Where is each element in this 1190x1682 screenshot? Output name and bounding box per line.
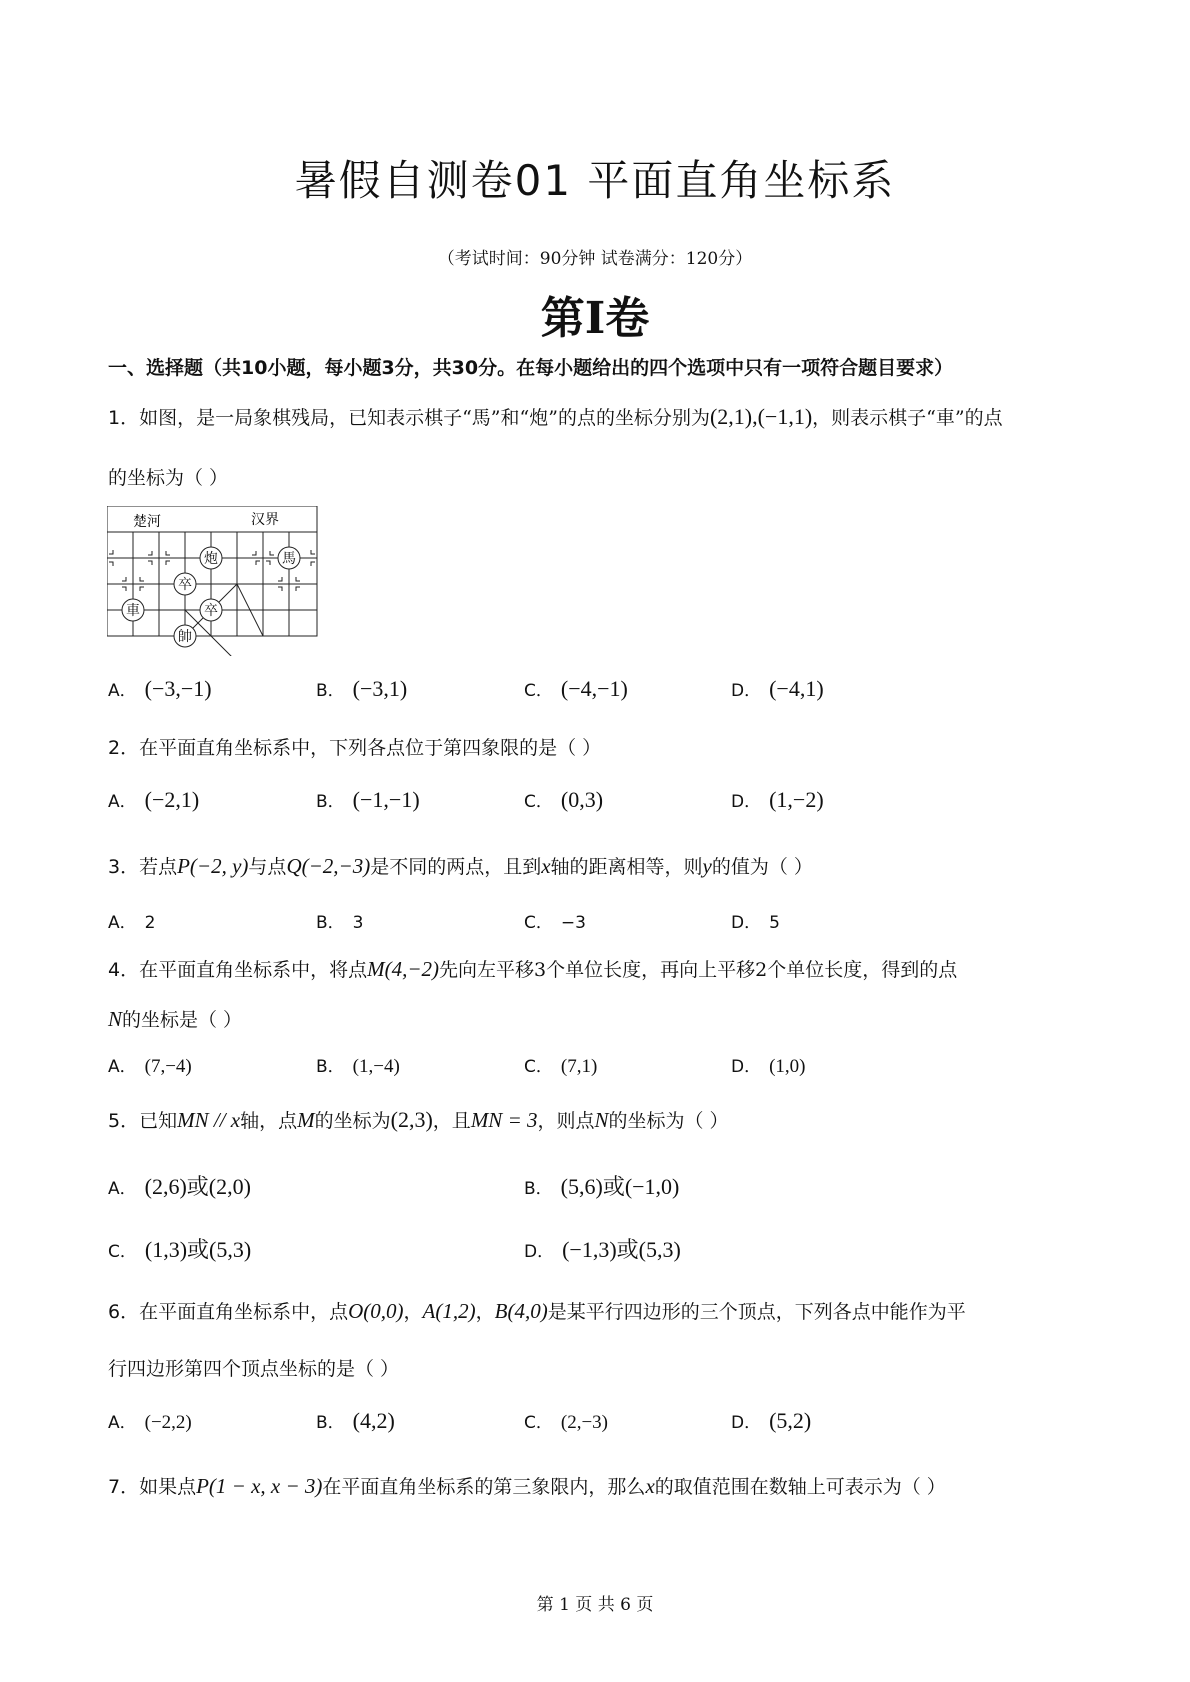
- board-label-right: 汉界: [251, 512, 279, 528]
- page-footer: 第 1 页 共 6 页: [536, 1595, 654, 1615]
- question-1-line2: 的坐标为（ ）: [108, 467, 229, 489]
- question-number: 5．: [108, 1110, 140, 1132]
- math: M: [297, 1108, 315, 1132]
- math: N: [594, 1108, 609, 1132]
- question-number: 2．: [108, 737, 140, 759]
- option-d[interactable]: D． (1,−2): [731, 787, 824, 812]
- option-d[interactable]: D． (−1,3)或(5,3): [524, 1237, 681, 1262]
- question-text: 在平面直角坐标系中，下列各点位于第四象限的是（ ）: [139, 737, 602, 759]
- question-3: [108, 852, 813, 879]
- question-number: 3．: [108, 856, 140, 878]
- option-a[interactable]: A． (7,−4): [108, 1056, 192, 1077]
- question-text: 轴的距离相等，则: [550, 856, 703, 878]
- question-text: 若点: [139, 856, 178, 878]
- question-text: ，则点: [537, 1110, 595, 1132]
- question-text: ，则表示棋子“車”的点: [812, 407, 1003, 429]
- option-b[interactable]: B． (−1,−1): [316, 787, 420, 812]
- question-number: 6．: [108, 1301, 140, 1323]
- math: x: [541, 854, 551, 878]
- question-number: 7．: [108, 1476, 140, 1498]
- option-c[interactable]: C． (−4,−1): [524, 676, 628, 701]
- board-label-left: 楚河: [133, 514, 161, 530]
- option-c[interactable]: C． (2,−3): [524, 1412, 608, 1433]
- piece-zu: 卒: [178, 577, 192, 593]
- question-text: 的值为（ ）: [711, 856, 813, 878]
- question-6-line1: [108, 1297, 966, 1324]
- question-text: 的坐标为（ ）: [608, 1110, 729, 1132]
- option-d[interactable]: D． 5: [731, 913, 780, 933]
- question-text: 轴，点: [240, 1110, 298, 1132]
- math: B(4,0): [494, 1299, 548, 1323]
- question-text: 如果点: [139, 1476, 197, 1498]
- question-text: 的坐标是（ ）: [122, 1009, 243, 1031]
- option-c[interactable]: C． (0,3): [524, 787, 604, 812]
- option-b[interactable]: B． (−3,1): [316, 676, 408, 701]
- option-a[interactable]: A． 2: [108, 913, 156, 933]
- question-number: 4．: [108, 959, 140, 981]
- volume-heading: 第I卷: [540, 293, 650, 344]
- question-text: 先向左平移3个单位长度，再向上平移2个单位长度，得到的点: [439, 959, 958, 981]
- question-text: 已知: [139, 1110, 178, 1132]
- option-c[interactable]: C． (7,1): [524, 1056, 598, 1077]
- question-text: ，且: [432, 1110, 471, 1132]
- option-a[interactable]: A． (−3,−1): [108, 676, 212, 701]
- math: O(0,0): [348, 1299, 404, 1323]
- option-d[interactable]: D． (1,0): [731, 1056, 806, 1077]
- separator: ，: [475, 1301, 495, 1323]
- question-text: 在平面直角坐标系中，将点: [139, 959, 368, 981]
- page-title: 暑假自测卷01 平面直角坐标系: [294, 156, 896, 205]
- piece-ma: 馬: [282, 551, 296, 567]
- math: M(4,−2): [367, 957, 440, 981]
- piece-pao: 炮: [204, 551, 218, 567]
- question-number: 1．: [108, 407, 140, 429]
- math: A(1,2): [422, 1299, 476, 1323]
- question-6-line2: 行四边形第四个顶点坐标的是（ ）: [108, 1358, 400, 1380]
- question-text: 如图，是一局象棋残局，已知表示棋子“馬”和“炮”的点的坐标分别为: [139, 407, 710, 429]
- option-b[interactable]: B． (4,2): [316, 1408, 395, 1433]
- piece-zu: 卒: [204, 603, 218, 619]
- option-a[interactable]: A． (2,6)或(2,0): [108, 1174, 251, 1199]
- option-d[interactable]: D． (5,2): [731, 1408, 812, 1433]
- question-text: 在平面直角坐标系中，点: [139, 1301, 349, 1323]
- chess-board-figure: [107, 506, 319, 656]
- math: (2,1),(−1,1): [709, 404, 813, 429]
- option-b[interactable]: B． 3: [316, 913, 364, 933]
- separator: ，: [403, 1301, 423, 1323]
- piece-ju: 車: [126, 603, 140, 619]
- option-a[interactable]: A． (−2,2): [108, 1412, 192, 1433]
- math: MN = 3: [470, 1108, 538, 1132]
- math: P(−2, y): [177, 854, 249, 878]
- math: x: [645, 1474, 655, 1498]
- question-text: 是某平行四边形的三个顶点，下列各点中能作为平: [547, 1301, 966, 1323]
- question-4-line2: [108, 1005, 242, 1032]
- section-heading: 一、选择题（共10小题，每小题3分，共30分。在每小题给出的四个选项中只有一项符合题目要求）: [108, 357, 954, 379]
- option-d[interactable]: D． (−4,1): [731, 676, 824, 701]
- option-c[interactable]: C． −3: [524, 913, 586, 933]
- option-b[interactable]: B． (5,6)或(−1,0): [524, 1174, 680, 1199]
- question-2: [108, 733, 601, 760]
- math: y: [702, 854, 712, 878]
- math: (2,3): [390, 1107, 433, 1132]
- piece-shuai: 帥: [178, 629, 192, 645]
- question-1-line1: [108, 403, 1003, 430]
- math: N: [108, 1007, 123, 1031]
- question-text: 与点: [248, 856, 287, 878]
- exam-info: （考试时间：90分钟 试卷满分：120分）: [437, 249, 753, 269]
- math: MN // x: [177, 1108, 241, 1132]
- math: P(1 − x, x − 3): [196, 1474, 323, 1498]
- question-4-line1: [108, 955, 957, 982]
- option-b[interactable]: B． (1,−4): [316, 1056, 400, 1077]
- question-5: [108, 1106, 729, 1133]
- question-text: 的坐标为: [314, 1110, 391, 1132]
- option-a[interactable]: A． (−2,1): [108, 787, 200, 812]
- question-text: 的取值范围在数轴上可表示为（ ）: [654, 1476, 946, 1498]
- question-text: 在平面直角坐标系的第三象限内，那么: [322, 1476, 646, 1498]
- question-7: [108, 1472, 946, 1499]
- math: Q(−2,−3): [286, 854, 371, 878]
- question-text: 是不同的两点，且到: [370, 856, 542, 878]
- option-c[interactable]: C． (1,3)或(5,3): [108, 1237, 252, 1262]
